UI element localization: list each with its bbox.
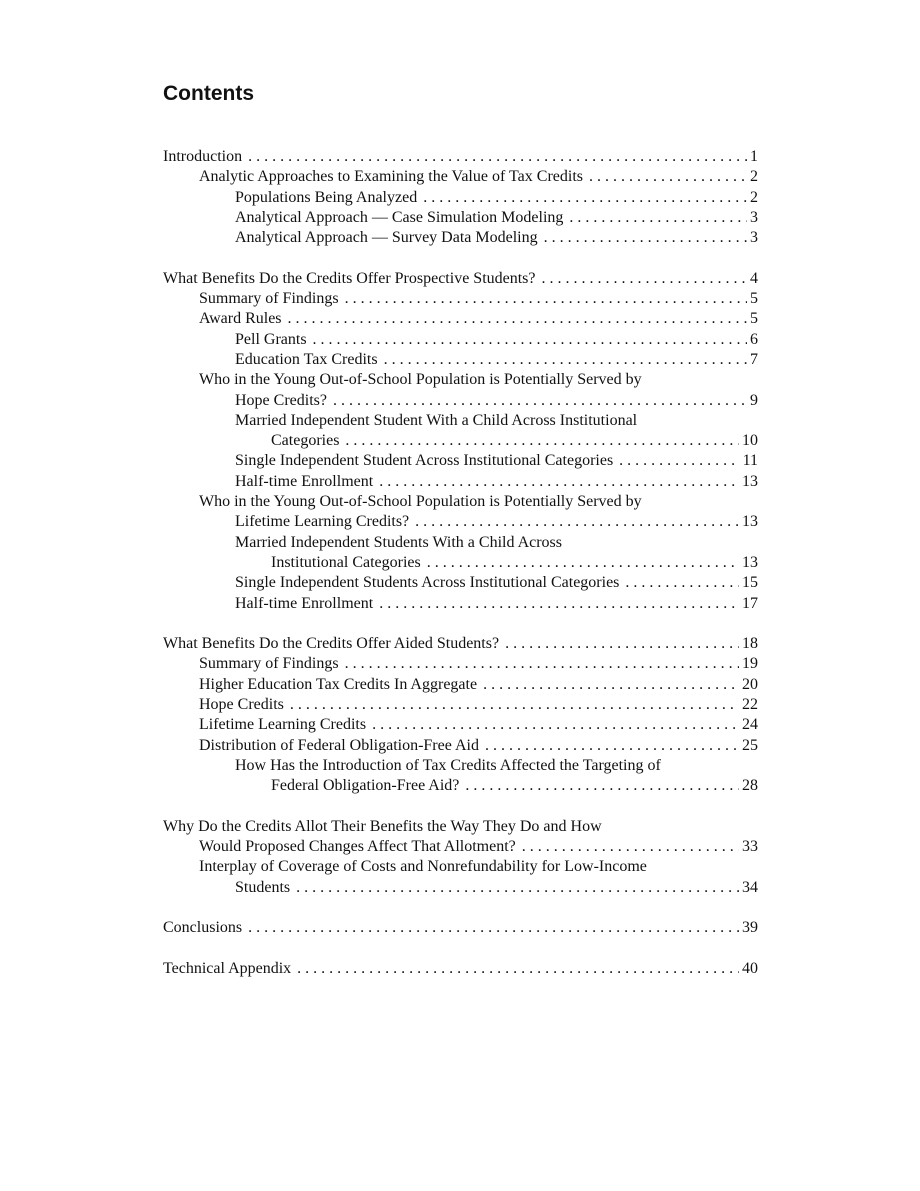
toc-page-number: 20 — [742, 675, 758, 693]
toc-page-number: 24 — [742, 716, 758, 734]
toc-entry-title: What Benefits Do the Credits Offer Prospective Students? — [163, 269, 536, 287]
toc-entry-title: Hope Credits? — [235, 391, 327, 409]
section-spacer — [163, 898, 758, 918]
toc-entry-title: Conclusions — [163, 919, 243, 937]
toc-entry-title: What Benefits Do the Credits Offer Aided Students? — [163, 635, 500, 653]
dot-leader — [589, 167, 747, 187]
toc-page-number: 15 — [742, 574, 758, 592]
toc-entry-title: Analytical Approach — Case Simulation Modeling — [235, 208, 564, 226]
toc-page-number: 25 — [742, 736, 758, 754]
toc-page-number: 4 — [750, 269, 758, 287]
toc-entry-title: Hope Credits — [199, 696, 284, 714]
toc-entry-title: Married Independent Students With a Child Across — [235, 533, 563, 551]
toc-entry-title: Technical Appendix — [163, 959, 292, 977]
page-title: Contents — [163, 82, 254, 105]
toc-page-number: 3 — [750, 229, 758, 247]
toc-entry[interactable] — [163, 675, 758, 695]
toc-entry[interactable] — [163, 370, 758, 411]
dot-leader — [465, 776, 739, 796]
dot-leader — [384, 350, 747, 370]
toc-entry-title: Analytic Approaches to Examining the Value of Tax Credits — [199, 168, 583, 186]
dot-leader — [625, 573, 739, 593]
toc-entry-title: Summary of Findings — [199, 290, 339, 308]
dot-leader — [248, 918, 739, 938]
toc-page-number: 13 — [742, 553, 758, 571]
dot-leader — [379, 472, 739, 492]
toc-entry-title: Half-time Enrollment — [235, 472, 374, 490]
dot-leader — [542, 269, 747, 289]
toc-entry[interactable] — [163, 472, 758, 492]
toc-page-number: 28 — [742, 777, 758, 795]
toc-entry[interactable] — [163, 573, 758, 593]
toc-entry-title: Lifetime Learning Credits? — [235, 513, 410, 531]
toc-entry[interactable] — [163, 695, 758, 715]
toc-page-number: 22 — [742, 696, 758, 714]
toc-page-number: 40 — [742, 959, 758, 977]
toc-entry[interactable] — [163, 147, 758, 167]
toc-entry[interactable] — [163, 289, 758, 309]
toc-entry[interactable] — [163, 715, 758, 735]
dot-leader — [415, 512, 739, 532]
section-spacer — [163, 614, 758, 634]
toc-entry[interactable] — [163, 918, 758, 938]
toc-entry[interactable] — [163, 167, 758, 187]
toc-entry[interactable] — [163, 857, 758, 898]
toc-entry[interactable] — [163, 959, 758, 979]
toc-entry[interactable] — [163, 228, 758, 248]
toc-entry[interactable] — [163, 736, 758, 756]
toc-entry-title: How Has the Introduction of Tax Credits Affected the Targeting of — [235, 756, 661, 774]
toc-entry-title: Introduction — [163, 148, 243, 165]
dot-leader — [485, 736, 739, 756]
toc-entry-title: Higher Education Tax Credits In Aggregate — [199, 675, 478, 693]
toc-page-number: 13 — [742, 513, 758, 531]
toc-entry-title: Distribution of Federal Obligation-Free Aid — [199, 736, 479, 754]
toc-entry[interactable] — [163, 817, 758, 858]
toc-entry[interactable] — [163, 533, 758, 574]
toc-entry-title: Summary of Findings — [199, 655, 339, 673]
toc-page-number: 13 — [742, 472, 758, 490]
dot-leader — [522, 837, 739, 857]
toc-page-number: 2 — [750, 188, 758, 206]
dot-leader — [345, 654, 739, 674]
toc-entry-title: Would Proposed Changes Affect That Allotment? — [199, 838, 516, 856]
dot-leader — [544, 228, 747, 248]
section-spacer — [163, 797, 758, 817]
dot-leader — [313, 330, 747, 350]
dot-leader — [619, 451, 739, 471]
dot-leader — [345, 431, 739, 451]
toc-entry-title: Lifetime Learning Credits — [199, 716, 367, 734]
toc-entry[interactable] — [163, 654, 758, 674]
section-spacer — [163, 248, 758, 268]
toc-entry[interactable] — [163, 188, 758, 208]
dot-leader — [345, 289, 747, 309]
dot-leader — [333, 391, 747, 411]
toc-page-number: 6 — [750, 330, 758, 348]
toc-page-number: 1 — [750, 148, 758, 165]
section-spacer — [163, 939, 758, 959]
toc-entry[interactable] — [163, 594, 758, 614]
toc-entry-title: Education Tax Credits — [235, 350, 378, 368]
toc-page-number: 5 — [750, 310, 758, 328]
toc-entry[interactable] — [163, 634, 758, 654]
toc-page-number: 19 — [742, 655, 758, 673]
dot-leader — [297, 959, 739, 979]
dot-leader — [296, 878, 739, 898]
toc-page-number: 2 — [750, 168, 758, 186]
toc-page-number: 34 — [742, 878, 758, 896]
toc-page-number: 10 — [742, 432, 758, 450]
toc-entry-title: Analytical Approach — Survey Data Modeling — [235, 229, 538, 247]
toc-page-number: 33 — [742, 838, 758, 856]
toc-entry-title: Populations Being Analyzed — [235, 188, 418, 206]
toc-entry-title: Students — [235, 878, 291, 896]
toc-page-number: 11 — [742, 452, 758, 470]
dot-leader — [569, 208, 747, 228]
toc-page-number: 18 — [742, 635, 758, 653]
toc-page-number: 5 — [750, 290, 758, 308]
toc-entry-title: Interplay of Coverage of Costs and Nonrefundability for Low-Income — [199, 858, 647, 876]
toc-page-number: 3 — [750, 208, 758, 226]
toc-page-number: 39 — [742, 919, 758, 937]
dot-leader — [290, 695, 739, 715]
toc-entry[interactable] — [163, 411, 758, 452]
dot-leader — [427, 553, 739, 573]
toc-entry-title: Married Independent Student With a Child Across Institutional — [235, 411, 638, 429]
dot-leader — [483, 675, 739, 695]
toc-entry-title: Award Rules — [199, 310, 282, 328]
toc-entry[interactable] — [163, 208, 758, 228]
dot-leader — [505, 634, 739, 654]
toc-page-number: 7 — [750, 350, 758, 368]
toc-entry[interactable] — [163, 350, 758, 370]
toc-entry-title: Half-time Enrollment — [235, 594, 374, 612]
toc-page-number: 9 — [750, 391, 758, 409]
toc-entry-title: Who in the Young Out-of-School Population is Potentially Served by — [199, 493, 642, 511]
toc-entry[interactable] — [163, 451, 758, 471]
dot-leader — [248, 147, 747, 167]
toc-entry-title: Why Do the Credits Allot Their Benefits the Way They Do and How — [163, 817, 602, 835]
toc-entry[interactable] — [163, 330, 758, 350]
dot-leader — [379, 594, 739, 614]
dot-leader — [423, 188, 747, 208]
toc-entry[interactable] — [163, 492, 758, 533]
toc-entry[interactable] — [163, 756, 758, 797]
toc-entry-title: Federal Obligation-Free Aid? — [271, 777, 460, 795]
toc-entry[interactable] — [163, 269, 758, 289]
toc-entry-title: Pell Grants — [235, 330, 307, 348]
toc-entry-title: Institutional Categories — [271, 553, 421, 571]
toc-entry-title: Categories — [271, 432, 340, 450]
dot-leader — [372, 715, 739, 735]
toc-entry-title: Single Independent Student Across Institutional Categories — [235, 452, 614, 470]
toc-page-number: 17 — [742, 594, 758, 612]
toc-entry[interactable] — [163, 309, 758, 329]
toc-entry-title: Single Independent Students Across Institutional Categories — [235, 574, 620, 592]
table-of-contents — [163, 147, 758, 979]
toc-entry-title: Who in the Young Out-of-School Population is Potentially Served by — [199, 371, 642, 389]
dot-leader — [288, 309, 747, 329]
